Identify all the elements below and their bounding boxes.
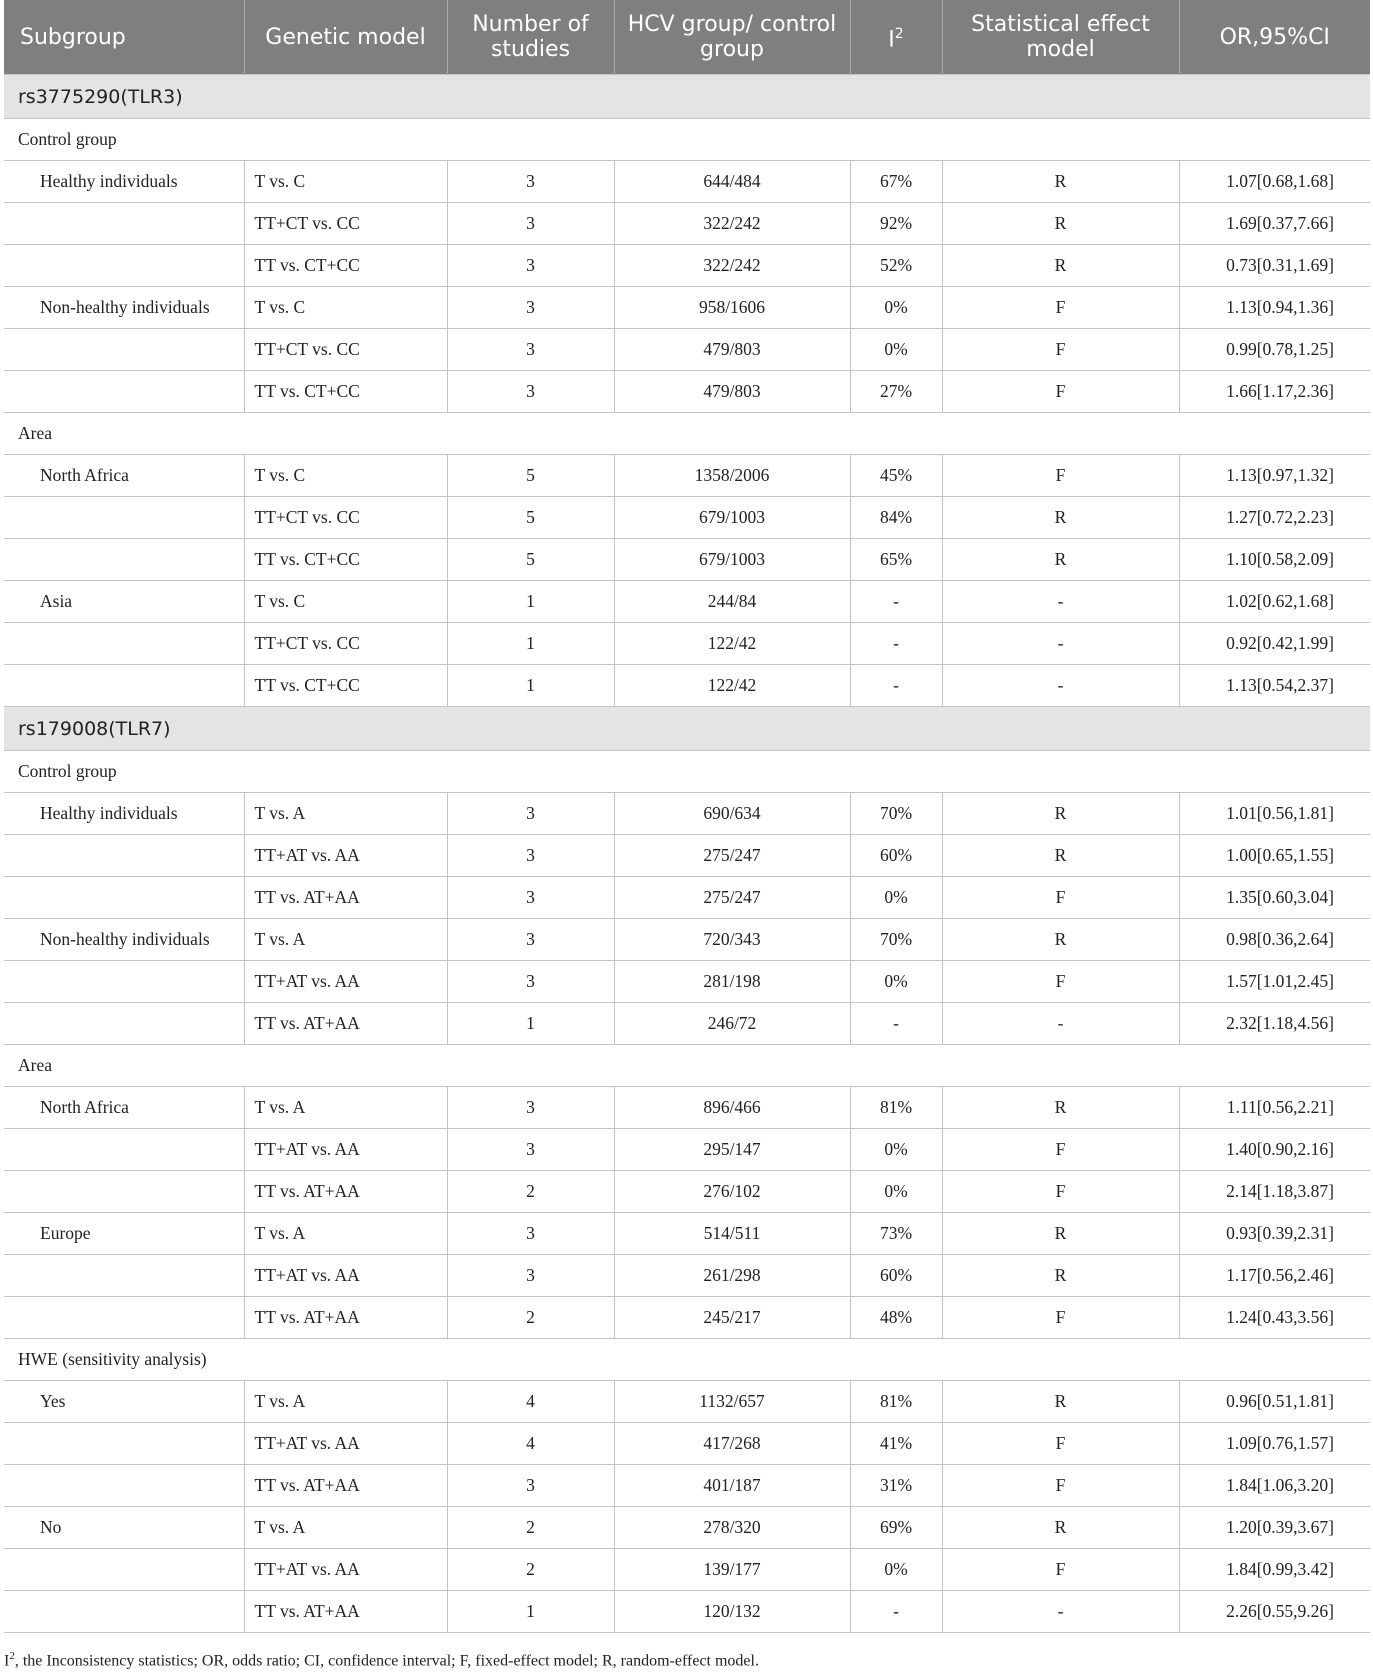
or-ci-cell: 0.92[0.42,1.99] bbox=[1179, 623, 1370, 665]
number-of-studies-cell: 5 bbox=[447, 497, 614, 539]
header-hcv-control: HCV group/ control group bbox=[614, 0, 850, 75]
genetic-model-cell: TT+CT vs. CC bbox=[244, 329, 447, 371]
header-subgroup: Subgroup bbox=[4, 0, 244, 75]
hcv-control-cell: 322/242 bbox=[614, 203, 850, 245]
effect-model-cell: R bbox=[942, 1381, 1179, 1423]
table-row bbox=[4, 623, 1370, 665]
or-ci-cell: 1.20[0.39,3.67] bbox=[1179, 1507, 1370, 1549]
effect-model-cell: R bbox=[942, 793, 1179, 835]
number-of-studies-cell: 4 bbox=[447, 1381, 614, 1423]
snp-label: rs179008(TLR7) bbox=[4, 707, 1370, 751]
table-row bbox=[4, 877, 1370, 919]
number-of-studies-cell: 3 bbox=[447, 793, 614, 835]
i2-value-cell: 41% bbox=[850, 1423, 942, 1465]
table-row bbox=[4, 329, 1370, 371]
genetic-model-cell: TT vs. CT+CC bbox=[244, 245, 447, 287]
number-of-studies-cell: 3 bbox=[447, 1213, 614, 1255]
hcv-control-cell: 275/247 bbox=[614, 877, 850, 919]
number-of-studies-cell: 1 bbox=[447, 665, 614, 707]
genetic-model-cell: T vs. A bbox=[244, 1213, 447, 1255]
or-ci-cell: 1.13[0.94,1.36] bbox=[1179, 287, 1370, 329]
effect-model-cell: - bbox=[942, 665, 1179, 707]
hcv-control-cell: 261/298 bbox=[614, 1255, 850, 1297]
hcv-control-cell: 139/177 bbox=[614, 1549, 850, 1591]
table-row bbox=[4, 371, 1370, 413]
table-row bbox=[4, 1255, 1370, 1297]
or-ci-cell: 1.07[0.68,1.68] bbox=[1179, 161, 1370, 203]
table-row bbox=[4, 1549, 1370, 1591]
i2-value-cell: 0% bbox=[850, 1129, 942, 1171]
effect-model-cell: R bbox=[942, 497, 1179, 539]
i2-value-cell: 70% bbox=[850, 919, 942, 961]
or-ci-cell: 2.26[0.55,9.26] bbox=[1179, 1591, 1370, 1633]
hcv-control-cell: 278/320 bbox=[614, 1507, 850, 1549]
number-of-studies-cell: 3 bbox=[447, 1129, 614, 1171]
effect-model-cell: F bbox=[942, 371, 1179, 413]
i2-value-cell: 81% bbox=[850, 1381, 942, 1423]
or-ci-cell: 1.11[0.56,2.21] bbox=[1179, 1087, 1370, 1129]
subgroup-cell bbox=[4, 1129, 244, 1171]
effect-model-cell: F bbox=[942, 1171, 1179, 1213]
header-i2-base: I bbox=[888, 27, 895, 53]
subgroup-cell bbox=[4, 1171, 244, 1213]
category-label: Control group bbox=[4, 119, 1370, 161]
effect-model-cell: F bbox=[942, 1549, 1179, 1591]
table-row bbox=[4, 497, 1370, 539]
table-header bbox=[4, 0, 1370, 75]
or-ci-cell: 1.84[1.06,3.20] bbox=[1179, 1465, 1370, 1507]
i2-value-cell: 67% bbox=[850, 161, 942, 203]
genetic-model-cell: TT+AT vs. AA bbox=[244, 835, 447, 877]
number-of-studies-cell: 3 bbox=[447, 203, 614, 245]
category-label: Control group bbox=[4, 751, 1370, 793]
hcv-control-cell: 644/484 bbox=[614, 161, 850, 203]
genetic-model-cell: TT+AT vs. AA bbox=[244, 961, 447, 1003]
effect-model-cell: F bbox=[942, 1465, 1179, 1507]
genetic-model-cell: T vs. A bbox=[244, 919, 447, 961]
table-row bbox=[4, 1003, 1370, 1045]
number-of-studies-cell: 3 bbox=[447, 287, 614, 329]
or-ci-cell: 1.69[0.37,7.66] bbox=[1179, 203, 1370, 245]
snp-section-row bbox=[4, 707, 1370, 751]
subgroup-cell: Non-healthy individuals bbox=[4, 919, 244, 961]
effect-model-cell: - bbox=[942, 623, 1179, 665]
snp-section-row bbox=[4, 75, 1370, 119]
genetic-model-cell: TT vs. AT+AA bbox=[244, 1297, 447, 1339]
or-ci-cell: 1.84[0.99,3.42] bbox=[1179, 1549, 1370, 1591]
genetic-model-cell: TT vs. AT+AA bbox=[244, 877, 447, 919]
number-of-studies-cell: 1 bbox=[447, 1003, 614, 1045]
number-of-studies-cell: 3 bbox=[447, 329, 614, 371]
i2-value-cell: - bbox=[850, 1591, 942, 1633]
table-row bbox=[4, 161, 1370, 203]
table-row bbox=[4, 245, 1370, 287]
category-row bbox=[4, 751, 1370, 793]
genetic-model-cell: TT vs. CT+CC bbox=[244, 371, 447, 413]
table-row bbox=[4, 581, 1370, 623]
genetic-model-cell: TT+CT vs. CC bbox=[244, 623, 447, 665]
or-ci-cell: 2.14[1.18,3.87] bbox=[1179, 1171, 1370, 1213]
results-table-container bbox=[4, 0, 1370, 1633]
hcv-control-cell: 417/268 bbox=[614, 1423, 850, 1465]
or-ci-cell: 1.13[0.54,2.37] bbox=[1179, 665, 1370, 707]
or-ci-cell: 0.93[0.39,2.31] bbox=[1179, 1213, 1370, 1255]
number-of-studies-cell: 2 bbox=[447, 1549, 614, 1591]
i2-value-cell: - bbox=[850, 1003, 942, 1045]
i2-value-cell: 48% bbox=[850, 1297, 942, 1339]
number-of-studies-cell: 3 bbox=[447, 1255, 614, 1297]
subgroup-cell: Non-healthy individuals bbox=[4, 287, 244, 329]
number-of-studies-cell: 3 bbox=[447, 245, 614, 287]
i2-value-cell: 0% bbox=[850, 961, 942, 1003]
hcv-control-cell: 120/132 bbox=[614, 1591, 850, 1633]
or-ci-cell: 1.17[0.56,2.46] bbox=[1179, 1255, 1370, 1297]
i2-value-cell: 0% bbox=[850, 287, 942, 329]
footnote-i-sup: 2 bbox=[9, 1650, 15, 1662]
table-row bbox=[4, 961, 1370, 1003]
effect-model-cell: R bbox=[942, 539, 1179, 581]
effect-model-cell: R bbox=[942, 835, 1179, 877]
effect-model-cell: F bbox=[942, 1129, 1179, 1171]
effect-model-cell: F bbox=[942, 287, 1179, 329]
genetic-model-cell: T vs. A bbox=[244, 1507, 447, 1549]
subgroup-cell bbox=[4, 245, 244, 287]
genetic-model-cell: T vs. A bbox=[244, 793, 447, 835]
header-i2-sup: 2 bbox=[894, 25, 904, 42]
table-row bbox=[4, 1297, 1370, 1339]
or-ci-cell: 0.99[0.78,1.25] bbox=[1179, 329, 1370, 371]
or-ci-cell: 1.40[0.90,2.16] bbox=[1179, 1129, 1370, 1171]
number-of-studies-cell: 2 bbox=[447, 1297, 614, 1339]
number-of-studies-cell: 3 bbox=[447, 1465, 614, 1507]
number-of-studies-cell: 1 bbox=[447, 623, 614, 665]
or-ci-cell: 1.09[0.76,1.57] bbox=[1179, 1423, 1370, 1465]
subgroup-cell bbox=[4, 1003, 244, 1045]
number-of-studies-cell: 1 bbox=[447, 581, 614, 623]
table-row bbox=[4, 665, 1370, 707]
subgroup-cell: Healthy individuals bbox=[4, 793, 244, 835]
snp-label: rs3775290(TLR3) bbox=[4, 75, 1370, 119]
i2-value-cell: 27% bbox=[850, 371, 942, 413]
i2-value-cell: 65% bbox=[850, 539, 942, 581]
hcv-control-cell: 1132/657 bbox=[614, 1381, 850, 1423]
or-ci-cell: 1.27[0.72,2.23] bbox=[1179, 497, 1370, 539]
subgroup-cell: Yes bbox=[4, 1381, 244, 1423]
hcv-control-cell: 122/42 bbox=[614, 623, 850, 665]
category-row bbox=[4, 1045, 1370, 1087]
i2-value-cell: - bbox=[850, 665, 942, 707]
i2-value-cell: 60% bbox=[850, 1255, 942, 1297]
i2-value-cell: 84% bbox=[850, 497, 942, 539]
hcv-control-cell: 514/511 bbox=[614, 1213, 850, 1255]
or-ci-cell: 2.32[1.18,4.56] bbox=[1179, 1003, 1370, 1045]
genetic-model-cell: TT+AT vs. AA bbox=[244, 1423, 447, 1465]
table-row bbox=[4, 1465, 1370, 1507]
table-row bbox=[4, 1507, 1370, 1549]
subgroup-cell: North Africa bbox=[4, 1087, 244, 1129]
genetic-model-cell: TT+CT vs. CC bbox=[244, 497, 447, 539]
number-of-studies-cell: 1 bbox=[447, 1591, 614, 1633]
subgroup-cell bbox=[4, 1465, 244, 1507]
subgroup-cell bbox=[4, 1591, 244, 1633]
category-row bbox=[4, 1339, 1370, 1381]
table-row bbox=[4, 539, 1370, 581]
effect-model-cell: F bbox=[942, 1423, 1179, 1465]
or-ci-cell: 0.96[0.51,1.81] bbox=[1179, 1381, 1370, 1423]
effect-model-cell: F bbox=[942, 455, 1179, 497]
effect-model-cell: R bbox=[942, 919, 1179, 961]
genetic-model-cell: TT vs. CT+CC bbox=[244, 665, 447, 707]
genetic-model-cell: TT vs. AT+AA bbox=[244, 1171, 447, 1213]
subgroup-cell: Europe bbox=[4, 1213, 244, 1255]
footnote-text: , the Inconsistency statistics; OR, odds ratio; CI, confidence interval; F, fixed-effect model; R, random-effect model. bbox=[14, 1652, 759, 1670]
effect-model-cell: R bbox=[942, 1087, 1179, 1129]
table-row bbox=[4, 203, 1370, 245]
genetic-model-cell: TT+AT vs. AA bbox=[244, 1549, 447, 1591]
table-row bbox=[4, 1423, 1370, 1465]
hcv-control-cell: 295/147 bbox=[614, 1129, 850, 1171]
effect-model-cell: F bbox=[942, 329, 1179, 371]
subgroup-cell bbox=[4, 961, 244, 1003]
hcv-control-cell: 679/1003 bbox=[614, 539, 850, 581]
genetic-model-cell: TT vs. AT+AA bbox=[244, 1591, 447, 1633]
footnote-i: I bbox=[4, 1652, 10, 1670]
subgroup-cell bbox=[4, 203, 244, 245]
effect-model-cell: R bbox=[942, 203, 1179, 245]
i2-value-cell: 0% bbox=[850, 877, 942, 919]
hcv-control-cell: 679/1003 bbox=[614, 497, 850, 539]
subgroup-cell bbox=[4, 329, 244, 371]
subgroup-analysis-table bbox=[4, 0, 1370, 1633]
subgroup-cell bbox=[4, 1549, 244, 1591]
table-row bbox=[4, 287, 1370, 329]
or-ci-cell: 1.10[0.58,2.09] bbox=[1179, 539, 1370, 581]
number-of-studies-cell: 3 bbox=[447, 961, 614, 1003]
effect-model-cell: F bbox=[942, 961, 1179, 1003]
category-row bbox=[4, 119, 1370, 161]
i2-value-cell: 69% bbox=[850, 1507, 942, 1549]
subgroup-cell bbox=[4, 623, 244, 665]
i2-value-cell: 45% bbox=[850, 455, 942, 497]
or-ci-cell: 0.98[0.36,2.64] bbox=[1179, 919, 1370, 961]
hcv-control-cell: 401/187 bbox=[614, 1465, 850, 1507]
subgroup-cell: Healthy individuals bbox=[4, 161, 244, 203]
hcv-control-cell: 244/84 bbox=[614, 581, 850, 623]
header-i2 bbox=[850, 0, 942, 75]
category-label: Area bbox=[4, 1045, 1370, 1087]
hcv-control-cell: 246/72 bbox=[614, 1003, 850, 1045]
number-of-studies-cell: 3 bbox=[447, 835, 614, 877]
table-row bbox=[4, 1591, 1370, 1633]
or-ci-cell: 1.13[0.97,1.32] bbox=[1179, 455, 1370, 497]
i2-value-cell: - bbox=[850, 623, 942, 665]
hcv-control-cell: 275/247 bbox=[614, 835, 850, 877]
table-row bbox=[4, 1381, 1370, 1423]
table-row bbox=[4, 1171, 1370, 1213]
table-row bbox=[4, 1129, 1370, 1171]
subgroup-cell: Asia bbox=[4, 581, 244, 623]
or-ci-cell: 0.73[0.31,1.69] bbox=[1179, 245, 1370, 287]
subgroup-cell bbox=[4, 835, 244, 877]
category-label: Area bbox=[4, 413, 1370, 455]
table-row bbox=[4, 1213, 1370, 1255]
subgroup-cell bbox=[4, 371, 244, 413]
table-row bbox=[4, 1087, 1370, 1129]
hcv-control-cell: 958/1606 bbox=[614, 287, 850, 329]
hcv-control-cell: 276/102 bbox=[614, 1171, 850, 1213]
effect-model-cell: F bbox=[942, 877, 1179, 919]
i2-value-cell: 0% bbox=[850, 1549, 942, 1591]
table-footnote bbox=[4, 1650, 759, 1670]
number-of-studies-cell: 3 bbox=[447, 371, 614, 413]
or-ci-cell: 1.00[0.65,1.55] bbox=[1179, 835, 1370, 877]
or-ci-cell: 1.24[0.43,3.56] bbox=[1179, 1297, 1370, 1339]
genetic-model-cell: TT+CT vs. CC bbox=[244, 203, 447, 245]
hcv-control-cell: 122/42 bbox=[614, 665, 850, 707]
or-ci-cell: 1.02[0.62,1.68] bbox=[1179, 581, 1370, 623]
header-effect-model: Statistical effect model bbox=[942, 0, 1179, 75]
subgroup-cell bbox=[4, 539, 244, 581]
genetic-model-cell: T vs. C bbox=[244, 287, 447, 329]
i2-value-cell: 60% bbox=[850, 835, 942, 877]
effect-model-cell: R bbox=[942, 161, 1179, 203]
hcv-control-cell: 479/803 bbox=[614, 371, 850, 413]
i2-value-cell: 92% bbox=[850, 203, 942, 245]
number-of-studies-cell: 3 bbox=[447, 877, 614, 919]
hcv-control-cell: 322/242 bbox=[614, 245, 850, 287]
i2-value-cell: 52% bbox=[850, 245, 942, 287]
subgroup-cell bbox=[4, 877, 244, 919]
genetic-model-cell: T vs. C bbox=[244, 581, 447, 623]
effect-model-cell: R bbox=[942, 1255, 1179, 1297]
or-ci-cell: 1.01[0.56,1.81] bbox=[1179, 793, 1370, 835]
header-genetic-model: Genetic model bbox=[244, 0, 447, 75]
effect-model-cell: R bbox=[942, 1213, 1179, 1255]
genetic-model-cell: TT vs. AT+AA bbox=[244, 1465, 447, 1507]
genetic-model-cell: T vs. C bbox=[244, 455, 447, 497]
i2-value-cell: 31% bbox=[850, 1465, 942, 1507]
effect-model-cell: R bbox=[942, 1507, 1179, 1549]
i2-value-cell: 70% bbox=[850, 793, 942, 835]
or-ci-cell: 1.35[0.60,3.04] bbox=[1179, 877, 1370, 919]
genetic-model-cell: TT vs. AT+AA bbox=[244, 1003, 447, 1045]
subgroup-cell bbox=[4, 497, 244, 539]
hcv-control-cell: 896/466 bbox=[614, 1087, 850, 1129]
header-number-of-studies: Number of studies bbox=[447, 0, 614, 75]
genetic-model-cell: T vs. A bbox=[244, 1381, 447, 1423]
subgroup-cell: No bbox=[4, 1507, 244, 1549]
hcv-control-cell: 281/198 bbox=[614, 961, 850, 1003]
subgroup-cell bbox=[4, 1297, 244, 1339]
subgroup-cell bbox=[4, 1423, 244, 1465]
hcv-control-cell: 1358/2006 bbox=[614, 455, 850, 497]
genetic-model-cell: T vs. C bbox=[244, 161, 447, 203]
number-of-studies-cell: 4 bbox=[447, 1423, 614, 1465]
number-of-studies-cell: 3 bbox=[447, 1087, 614, 1129]
genetic-model-cell: T vs. A bbox=[244, 1087, 447, 1129]
i2-value-cell: - bbox=[850, 581, 942, 623]
effect-model-cell: F bbox=[942, 1297, 1179, 1339]
table-row bbox=[4, 793, 1370, 835]
or-ci-cell: 1.66[1.17,2.36] bbox=[1179, 371, 1370, 413]
i2-value-cell: 0% bbox=[850, 329, 942, 371]
i2-value-cell: 81% bbox=[850, 1087, 942, 1129]
hcv-control-cell: 479/803 bbox=[614, 329, 850, 371]
subgroup-cell bbox=[4, 1255, 244, 1297]
number-of-studies-cell: 3 bbox=[447, 919, 614, 961]
genetic-model-cell: TT vs. CT+CC bbox=[244, 539, 447, 581]
header-or-ci: OR,95%CI bbox=[1179, 0, 1370, 75]
hcv-control-cell: 690/634 bbox=[614, 793, 850, 835]
subgroup-cell bbox=[4, 665, 244, 707]
hcv-control-cell: 245/217 bbox=[614, 1297, 850, 1339]
i2-value-cell: 73% bbox=[850, 1213, 942, 1255]
table-row bbox=[4, 455, 1370, 497]
table-row bbox=[4, 835, 1370, 877]
subgroup-cell: North Africa bbox=[4, 455, 244, 497]
category-row bbox=[4, 413, 1370, 455]
number-of-studies-cell: 2 bbox=[447, 1507, 614, 1549]
genetic-model-cell: TT+AT vs. AA bbox=[244, 1129, 447, 1171]
or-ci-cell: 1.57[1.01,2.45] bbox=[1179, 961, 1370, 1003]
i2-value-cell: 0% bbox=[850, 1171, 942, 1213]
category-label: HWE (sensitivity analysis) bbox=[4, 1339, 1370, 1381]
genetic-model-cell: TT+AT vs. AA bbox=[244, 1255, 447, 1297]
table-body bbox=[4, 75, 1370, 1633]
effect-model-cell: R bbox=[942, 245, 1179, 287]
number-of-studies-cell: 3 bbox=[447, 161, 614, 203]
hcv-control-cell: 720/343 bbox=[614, 919, 850, 961]
effect-model-cell: - bbox=[942, 1591, 1179, 1633]
number-of-studies-cell: 5 bbox=[447, 455, 614, 497]
effect-model-cell: - bbox=[942, 1003, 1179, 1045]
number-of-studies-cell: 5 bbox=[447, 539, 614, 581]
number-of-studies-cell: 2 bbox=[447, 1171, 614, 1213]
effect-model-cell: - bbox=[942, 581, 1179, 623]
table-row bbox=[4, 919, 1370, 961]
